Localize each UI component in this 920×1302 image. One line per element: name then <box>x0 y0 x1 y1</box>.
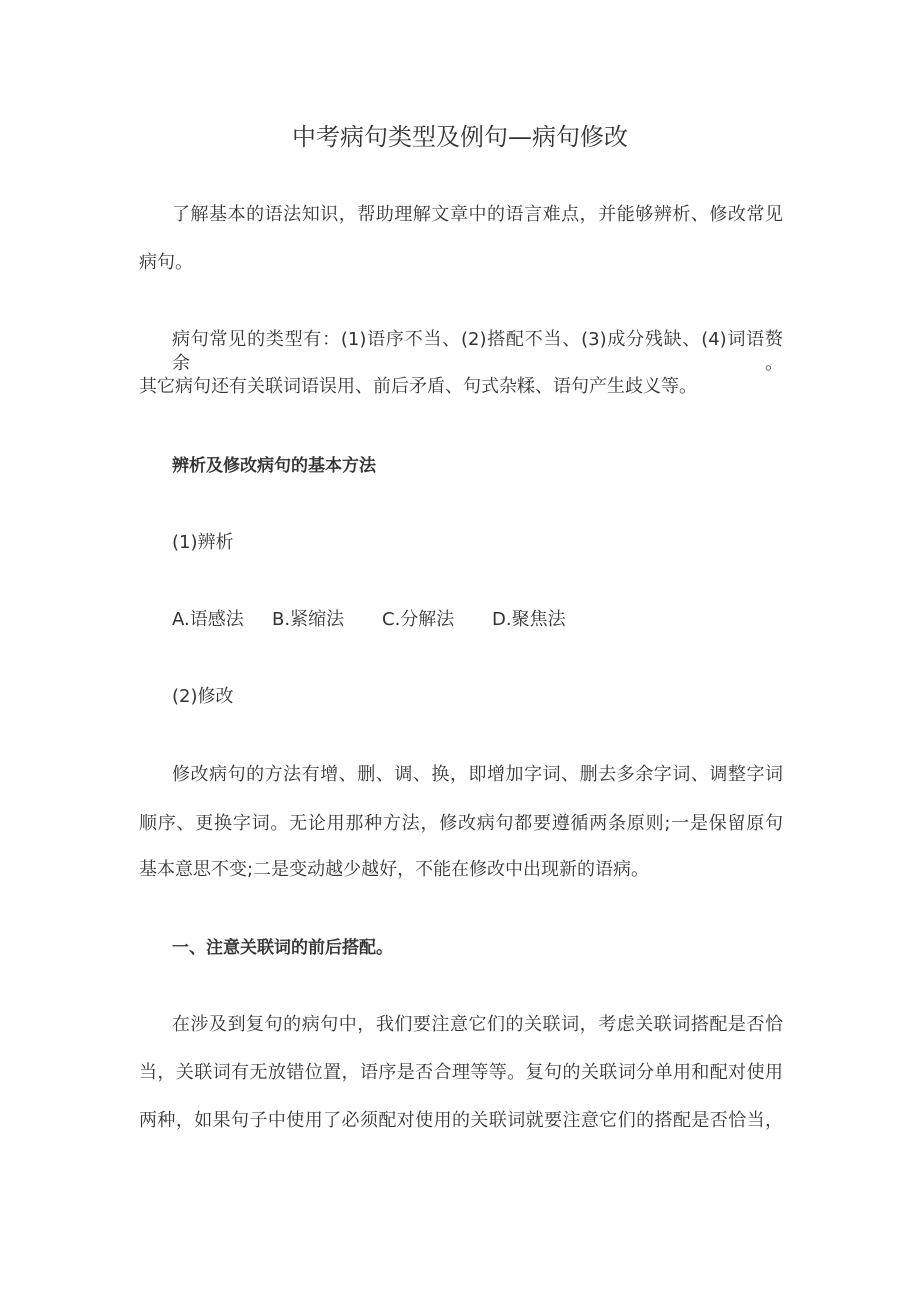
document-title: 中考病句类型及例句—病句修改 <box>292 123 628 151</box>
paragraph-conjunctions-line: 两种，如果句子中使用了必须配对使用的关联词就要注意它们的搭配是否恰当， <box>139 1110 783 1131</box>
paragraph-revision-line: 基本意思不变;二是变动越少越好，不能在修改中出现新的语病。 <box>139 859 650 880</box>
method-item: B.紧缩法 <box>272 609 345 630</box>
section-heading-methods: 辨析及修改病句的基本方法 <box>172 456 376 476</box>
section-heading-conjunctions: 一、注意关联词的前后搭配。 <box>172 938 393 958</box>
subheading-revision: (2)修改 <box>172 686 234 707</box>
method-item: D.聚焦法 <box>492 609 566 630</box>
method-item: C.分解法 <box>382 609 455 630</box>
paragraph-conjunctions-line: 当，关联词有无放错位置，语序是否合理等等。复句的关联词分单用和配对使用 <box>139 1062 783 1083</box>
paragraph-intro-line: 病句。 <box>139 252 193 273</box>
paragraph-conjunctions-line: 在涉及到复句的病句中，我们要注意它们的关联词，考虑关联词搭配是否恰 <box>172 1014 783 1035</box>
method-item: A.语感法 <box>172 609 244 630</box>
paragraph-types-line: 病句常见的类型有：(1)语序不当、(2)搭配不当、(3)成分残缺、(4)词语赘余。 <box>172 329 783 374</box>
paragraph-revision-line: 顺序、更换字词。无论用那种方法，修改病句都要遵循两条原则;一是保留原句 <box>139 813 783 834</box>
method-list <box>172 608 783 632</box>
subheading-analysis: (1)辨析 <box>172 532 234 553</box>
paragraph-revision-line: 修改病句的方法有增、删、调、换，即增加字词、删去多余字词、调整字词 <box>172 764 783 785</box>
paragraph-types-line: 其它病句还有关联词语误用、前后矛盾、句式杂糅、语句产生歧义等。 <box>139 376 697 397</box>
paragraph-intro-line: 了解基本的语法知识，帮助理解文章中的语言难点，并能够辨析、修改常见 <box>172 204 783 225</box>
